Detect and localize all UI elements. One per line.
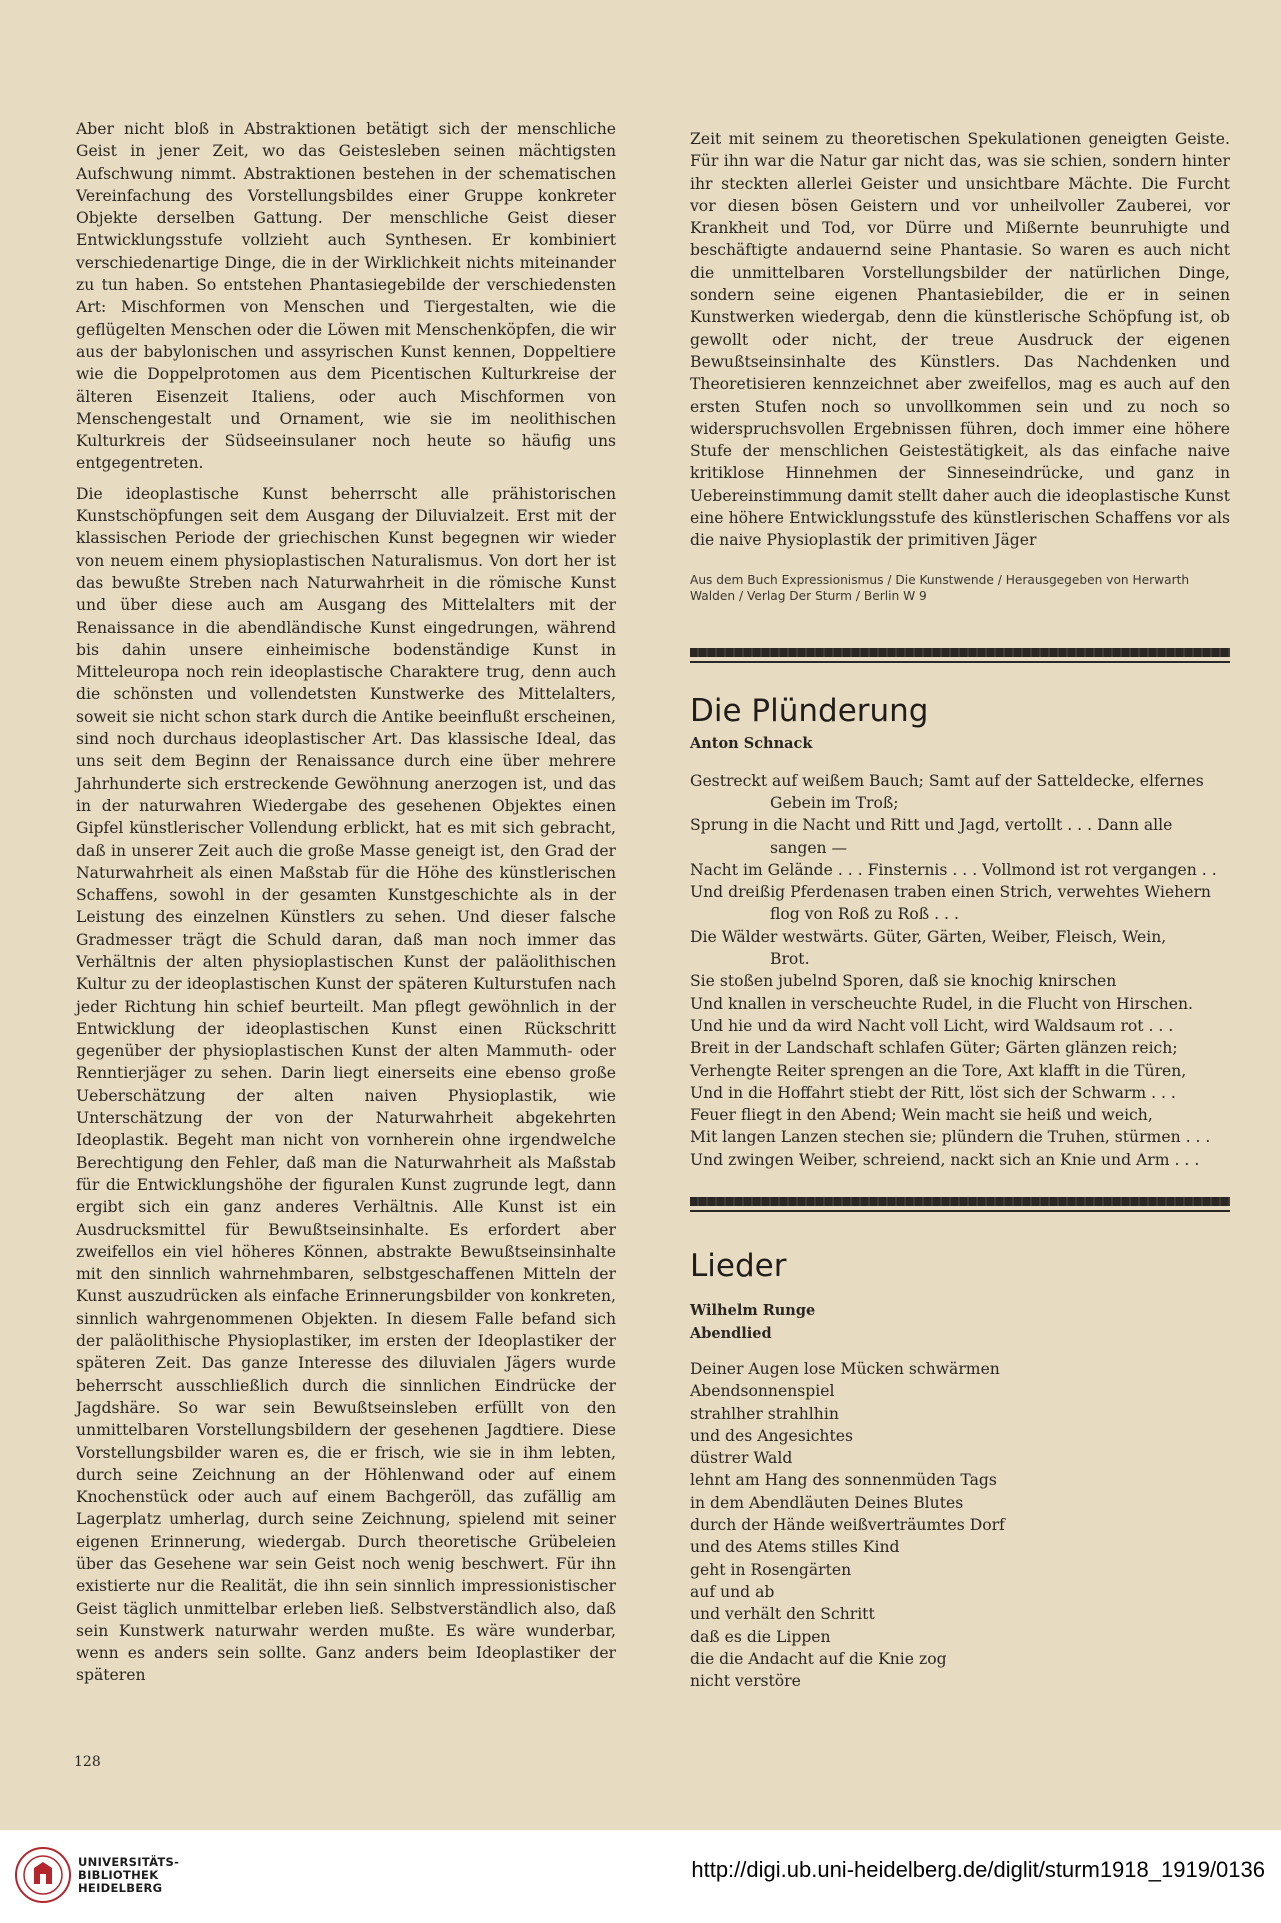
poem-line: und des Angesichtes: [690, 1426, 853, 1445]
section-divider: [690, 1197, 1230, 1206]
section-divider-thin: [690, 1210, 1230, 1212]
poem-line: flog von Roß zu Roß . . .: [770, 905, 959, 924]
poem-line: Sie stoßen jubelnd Sporen, daß sie knochig knirschen: [690, 972, 1117, 991]
poem-line: Und dreißig Pferdenasen traben einen Strich, verwehtes Wiehern: [690, 883, 1211, 902]
poem-line: Brot.: [770, 950, 810, 969]
poem-line: Feuer fliegt in den Abend; Wein macht sie heiß und weich,: [690, 1106, 1153, 1125]
poem-line: Abendsonnenspiel: [690, 1382, 835, 1401]
poem-author: Anton Schnack: [690, 734, 813, 752]
poem-subtitle: Abendlied: [690, 1324, 772, 1342]
footer-bar: [0, 1830, 1281, 1923]
library-name: [78, 1856, 179, 1895]
library-name-line: UNIVERSITÄTS-: [78, 1855, 180, 1869]
poem-line: auf und ab: [690, 1582, 775, 1601]
library-seal-icon: [14, 1846, 72, 1904]
section-divider-thin: [690, 661, 1230, 663]
poem-line: Deiner Augen lose Mücken schwärmen: [690, 1359, 1000, 1378]
section-title: Lieder: [690, 1247, 787, 1284]
poem-line: Nacht im Gelände . . . Finsternis . . . Vollmond ist rot vergangen . .: [690, 860, 1217, 879]
poem-line: Und hie und da wird Nacht voll Licht, wird Waldsaum rot . . .: [690, 1016, 1174, 1035]
poem-line: Die Wälder westwärts. Güter, Gärten, Weiber, Fleisch, Wein,: [690, 927, 1167, 946]
poem-body: [690, 1358, 1230, 1692]
poem-line: die die Andacht auf die Knie zog: [690, 1649, 947, 1668]
poem-line: durch der Hände weißverträumtes Dorf: [690, 1516, 1005, 1535]
poem-line: Und knallen in verscheuchte Rudel, in die Flucht von Hirschen.: [690, 994, 1194, 1013]
poem-line: Sprung in die Nacht und Ritt und Jagd, vertollt . . . Dann alle: [690, 816, 1173, 835]
poem-line: Verhengte Reiter sprengen an die Tore, Axt klafft in die Türen,: [690, 1061, 1187, 1080]
poem-body: [690, 770, 1230, 1171]
page-number: 128: [74, 1754, 101, 1770]
poem-line: geht in Rosengärten: [690, 1560, 852, 1579]
paragraph: Aber nicht bloß in Abstraktionen betätigt sich der menschliche Geist in jener Zeit, wo das Geistesleben seinen mächtigsten Aufschwung nimmt. Abstraktionen bestehen in der schematischen Vereinfachung des Vorstellungsbildes einer Gruppe konkreter Objekte derselben Gattung. Der menschliche Geist dieser Entwicklungsstufe vollzieht auch Synthesen. Er kombiniert verschiedenartige Dinge, die in der Wirklichkeit nichts miteinander zu tun haben. So entstehen Phantasiegebilde der verschiedensten Art: Mischformen von Menschen und Tiergestalten, wie die geflügelten Menschen oder die Löwen mit Menschenköpfen, die wir aus der babylonischen und assyrischen Kunst kennen, Doppeltiere wie die Doppelprotomen aus dem Picentischen Kulturkreise der älteren Eisenzeit Italiens, oder auch Mischformen von Menschengestalt und Ornament, wie sie im neolithischen Kulturkreis der Südseeinsulaner noch heute so häufig uns entgegentreten.: [76, 120, 616, 473]
poem-line: nicht verstöre: [690, 1672, 801, 1691]
paragraph: Die ideoplastische Kunst beherrscht alle prähistorischen Kunstschöpfungen seit dem Ausgang der Diluvialzeit. Erst mit der klassischen Periode der griechischen Kunst begegnen wir wieder von neuem einem physioplastischen Naturalismus. Von dort her ist das bewußte Streben nach Naturwahrheit in die römische Kunst und über diese auch am Ausgang des Mittelalters mit der Renaissance in die abendländische Kunst eingedrungen, während bis dahin unsere einheimische bodenständige Kunst in Mitteleuropa noch rein ideoplastische Charaktere trug, denn auch die schönsten und vollendetsten Kunstwerke des Mittelalters, soweit sie nicht schon stark durch die Antike beeinflußt erscheinen, sind noch durchaus ideoplastischer Art. Das klassische Ideal, das uns seit dem Beginn der Renaissance durch eine über mehrere Jahrhunderte sich erstreckende Gewöhnung anerzogen ist, und das in der naturwahren Wiedergabe des gesehenen Objektes einen Gipfel künstlerischer Vollendung erblickt, hat es mit sich gebracht, daß in unserer Zeit auch die große Masse geneigt ist, den Grad der Naturwahrheit als einen Maßstab für die Höhe des künstlerischen Schaffens, sowohl in der gesamten Kunstgeschichte als in der Leistung des einzelnen Künstlers zu sehen. Und dieser falsche Gradmesser trägt die Schuld daran, daß man noch immer das Verhältnis der alten physioplastischen Kunst der paläolithischen Kultur zu der ideoplastischen Kunst der späteren Kulturstufen nach jeder Richtung hin schief beurteilt. Man pflegt gewöhnlich in der Entwicklung der ideoplastischen Kunst einen Rückschritt gegenüber der physioplastischen Kunst der alten Mammuth- oder Renntierjäger zu sehen. Darin liegt einerseits eine ebenso große Ueberschätzung der alten naiven Physioplastik, wie Unterschätzung der von der Naturwahrheit abgekehrten Ideoplastik. Begeht man nicht von vornherein ohne irgendwelche Berechtigung den Fehler, daß man die Naturwahrheit als Maßstab für die Entwicklungshöhe der figuralen Kunst zugrunde legt, dann ergibt sich ein ganz anderes Verhältnis. Alle Kunst ist ein Ausdrucksmittel für Bewußtseinsinhalte. Es erfordert aber zweifellos ein viel höheres Können, abstrakte Bewußtseinsinhalte mit den sinnlich wahrnehmbaren, selbstgeschaffenen Mitteln der Kunst auszudrücken als einfache Erinnerungsbilder von konkreten, sinnlich wahrgenommenen Objekten. In diesem Falle befand sich der paläolithische Physioplastiker, im ersten der Ideoplastiker der späteren Zeit. Das ganze Interesse des diluvialen Jägers wurde beherrscht ausschließlich durch die sinnlichen Eindrücke der Jagdshäre. So war sein Bewußtseinsleben erfüllt von den unmittelbaren Vorstellungsbildern der gesehenen Jagdtiere. Diese Vorstellungsbilder waren es, die er frisch, wie sie in ihm lebten, durch seine Zeichnung an der Höhlenwand oder auf einem Knochenstück oder auch auf einem Bachgeröll, das zufällig am Lagerplatz umherlag, durch seine Zeichnung, spielend mit seiner eigenen Erinnerung, wiedergab. Durch theoretische Grübeleien über das Gesehene war sein Geist noch wenig beschwert. Für ihn existierte nur die Realität, die ihn sein sinnlich impressionistischer Geist täglich unmittelbar erleben ließ. Selbstverständlich also, daß sein Kunstwerk naturwahr werden mußte. Es wäre wunderbar, wenn es anders sein sollte. Ganz anders beim Ideoplastiker der späteren: [76, 484, 616, 1685]
library-name-line: HEIDELBERG: [78, 1881, 163, 1895]
poem-line: Gestreckt auf weißem Bauch; Samt auf der Satteldecke, elfernes: [690, 771, 1204, 790]
poem-line: Mit langen Lanzen stechen sie; plündern die Truhen, stürmen . . .: [690, 1128, 1211, 1147]
poem-line: Breit in der Landschaft schlafen Güter; Gärten glänzen reich;: [690, 1039, 1178, 1058]
poem-line: Und zwingen Weiber, schreiend, nackt sich an Knie und Arm . . .: [690, 1150, 1200, 1169]
left-column: [76, 118, 616, 1687]
poem-line: und des Atems stilles Kind: [690, 1538, 900, 1557]
section-divider: [690, 648, 1230, 657]
poem-line: Gebein im Troß;: [770, 793, 899, 812]
poem-line: sangen —: [770, 838, 848, 857]
paragraph: Zeit mit seinem zu theoretischen Spekulationen geneigten Geiste. Für ihn war die Natur gar nicht das, was sie schien, sondern hinter ihr steckten allerlei Geister und unsichtbare Mächte. Die Furcht vor diesen bösen Geistern und vor unheilvoller Zauberei, vor Krankheit und Tod, vor Dürre und Mißernte beunruhigte und beschäftigte andauernd seine Phantasie. So waren es auch nicht die unmittelbaren Vorstellungsbilder der natürlichen Dinge, sondern seine eigenen Phantasiebilder, die er in seinen Kunstwerken wiedergab, denn die künstlerische Schöpfung ist, ob gewollt oder nicht, der treue Ausdruck der eigenen Bewußtseinsinhalte des Künstlers. Das Nachdenken und Theoretisieren kennzeichnet aber zweifellos, mag es auch auf den ersten Stufen noch so unvollkommen sein und zu noch so widerspruchsvollen Ergebnissen führen, doch immer eine höhere Stufe der menschlichen Geistestätigkeit, als das einfache naive kritiklose Hinnehmen der Sinneseindrücke, und ganz in Uebereinstimmung damit stellt daher auch die ideoplastische Kunst eine höhere Entwicklungsstufe des künstlerischen Schaffens vor als die naive Physioplastik der primitiven Jäger: [690, 130, 1230, 550]
poem-line: daß es die Lippen: [690, 1627, 831, 1646]
source-citation: Aus dem Buch Expressionismus / Die Kunstwende / Herausgegeben von Herwarth Walden / Verlag Der Sturm / Berlin W 9: [690, 572, 1190, 603]
poem-line: und verhält den Schritt: [690, 1605, 875, 1624]
poem-line: in dem Abendläuten Deines Blutes: [690, 1493, 964, 1512]
poem-line: lehnt am Hang des sonnenmüden Tags: [690, 1471, 997, 1490]
poem-title: Die Plünderung: [690, 692, 929, 729]
permalink-url[interactable]: http://digi.ub.uni-heidelberg.de/diglit/sturm1918_1919/0136: [691, 1857, 1265, 1882]
right-column: [690, 128, 1230, 1692]
library-name-line: BIBLIOTHEK: [78, 1868, 159, 1882]
poem-line: Und in die Hoffahrt stiebt der Ritt, löst sich der Schwarm . . .: [690, 1083, 1176, 1102]
poem-line: strahlher strahlhin: [690, 1404, 839, 1423]
poem-author: Wilhelm Runge: [690, 1301, 816, 1319]
poem-line: düstrer Wald: [690, 1449, 793, 1468]
